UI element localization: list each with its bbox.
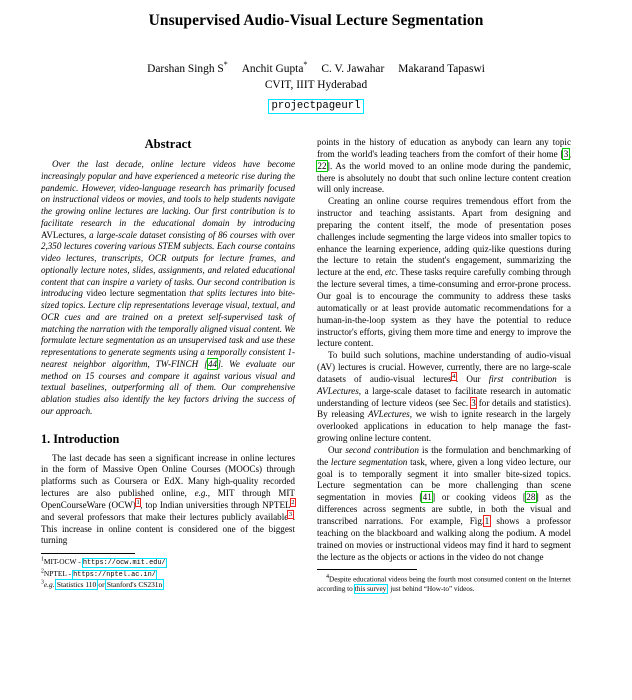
footnote-2: $^2$NPTEL - https://nptel.ac.in/: [41, 568, 156, 579]
right-paragraph-4: Our second contribution is the formulation and benchmarking of the lecture segmentation task, where, given a long video lecture, our goal is to temporally segment it into smaller bite-sized topics. Lecture segmentation can be more challenging than scene segmentation in movies [41] or cooking videos [28] as the differences across segments are subtle, in both the visual and transcribed narrations. For example, Fig.1 shows a professor teaching on the blackboard and walking along the podium. A model trained on movies or instructional videos may find it hard to segment the lecture as the objects or actions in the video do not change: [317, 444, 572, 562]
introduction-paragraph-1: The last decade has seen a significant increase in online lectures in the form of Massive Open Online Courses (MOOCs) through platforms such as Coursera or EdX. Many high-quality recorded lectures are also published online, e.g., MIT through MIT OpenCourseWare (OCW)$^1$, top Indian universities through NPTEL$^2$ and several professors that make their lectures publicly available$^3$. This increase in online content is considered one of the biggest turning: [41, 452, 295, 546]
citation-22[interactable]: 22: [317, 160, 327, 171]
right-footnotes: [317, 569, 571, 594]
introduction-heading: 1. Introduction: [41, 431, 120, 446]
page-title: Unsupervised Audio-Visual Lecture Segmentation: [148, 12, 484, 29]
affiliation: CVIT, IIIT Hyderabad: [264, 78, 368, 91]
left-column: [41, 137, 295, 594]
etc-italic: etc: [384, 267, 396, 278]
lecture-segmentation-italic: lecture segmentation: [330, 456, 408, 467]
abstract-task-phrase: video lecture segmentation: [86, 288, 186, 299]
left-footnotes: [41, 553, 295, 591]
citation-44[interactable]: 44: [208, 358, 218, 369]
footnote-3-link-statistics110[interactable]: Statistics 110: [56, 580, 97, 590]
footnote-3: $^3$e.g. Statistics 110 or Stanford's CS231n.: [41, 579, 165, 590]
abstract-dataset-name: AVLectures: [41, 229, 85, 240]
right-paragraph-3: To build such solutions, machine understanding of audio-visual (AV) lectures is crucial. However, currently, there are no large-scale datasets of audio-visual lectures$^4$. Our first contribution is AVLectures, a large-scale dataset to facilitate research in automatic understanding of lecture videos (see Sec. 3 for details and statistics). By releasing AVLectures, we wish to ignite research in the largely overlooked applications in education to help manage the fast-growing online lecture content.: [317, 350, 571, 444]
footnote-separator-left: [41, 553, 135, 554]
second-contribution-italic: second contribution: [345, 444, 419, 455]
body-columns: [0, 137, 632, 594]
author-list: [0, 61, 632, 77]
citation-3[interactable]: 3: [563, 148, 569, 159]
citation-41[interactable]: 41: [422, 492, 432, 503]
abstract-heading: Abstract: [144, 137, 192, 151]
right-paragraph-2: Creating an online course requires tremendous effort from the instructor and teaching assistants. Apart from designing and preparing the content itself, the mode of presentation poses challenges include segmenting the large videos into smaller topics to enhance the learning experience, adding quiz-like questions during the lecture to retain the student's engagement, summarizing the lecture at the end, etc. These tasks require carefully combing through the lecture several times, a time-consuming and error-prone process. Our goal is to encourage the community to address these tasks automatically or at least provide automatic recommendations for a human-in-the-loop system as they have the potential to reduce instructor's efforts, giving them more time and energy to improve the lecture content.: [317, 196, 571, 349]
footnote-4: $^4$Despite educational videos being the fourth most consumed content on the Internet according to this survey, just behind “How-to” videos.: [317, 573, 571, 594]
abstract-text: Over the last decade, online lecture videos have become increasingly popular and have experienced a meteoric rise during the pandemic. However, video-language research has primarily focused on instructional videos or movies, and tools to help students navigate the growing online lectures are lacking. Our first contribution is to facilitate research in the educational domain by introducing AVLectures, a large-scale dataset consisting of 86 courses with over 2,350 lectures covering various STEM subjects. Each course contains video lectures, transcripts, OCR outputs for lecture frames, and optionally lecture notes, slides, assignments, and related educational content that can inspire a variety of tasks. Our second contribution is introducing video lecture segmentation that splits lectures into bite-sized topics. Lecture clip representations leverage visual, textual, and OCR cues and are trained on a pretext self-supervised task of matching the narration with the temporally aligned visual content. We formulate lecture segmentation as an unsupervised task and use these representations to generate segments using a temporally consistent 1-nearest neighbor algorithm, TW-FINCH [44]. We evaluate our method on 15 courses and compare it against various visual and textual baselines, outperforming all of them. Our comprehensive ablation studies also identify the key factors driving the success of our approach.: [41, 159, 295, 416]
footnote-4-link-survey[interactable]: this survey: [354, 585, 387, 594]
author-4: Makarand Tapaswi: [398, 62, 485, 75]
right-column: [317, 137, 571, 594]
section-ref-3[interactable]: 3: [471, 397, 476, 408]
author-2: Anchit Gupta*: [241, 59, 308, 75]
author-1-asterisk: *: [223, 59, 228, 69]
project-url-line: [0, 94, 632, 115]
footnote-1-url[interactable]: https://ocw.mit.edu/: [82, 558, 166, 567]
project-page-url-link[interactable]: projectpageurl: [268, 99, 363, 114]
avlectures-italic-2: AVLectures: [367, 409, 410, 420]
footnote-ref-1[interactable]: 1: [136, 498, 140, 506]
footnote-separator-right: [317, 569, 417, 570]
paper-page: [0, 12, 632, 700]
author-2-asterisk: *: [303, 59, 308, 69]
footnote-2-url[interactable]: https://nptel.ac.in/: [73, 570, 156, 579]
footnote-ref-3[interactable]: 3: [288, 510, 293, 518]
footnote-1: $^1$MIT-OCW - https://ocw.mit.edu/: [41, 556, 166, 567]
footnote-ref-4[interactable]: 4: [452, 372, 456, 380]
eg-italic: e.g.: [194, 488, 208, 499]
footnote-ref-2[interactable]: 2: [291, 498, 295, 506]
citation-28[interactable]: 28: [526, 492, 536, 503]
right-paragraph-1: points in the history of education as anybody can learn any topic from the world's leading teachers from the comfort of their home [3, 22]. As the world moved to an online mode during the pandemic, there is absolutely no doubt that such online lecture content creation will only increase.: [317, 137, 571, 195]
figure-ref-1[interactable]: 1: [484, 516, 490, 526]
avlectures-italic-1: AVLectures: [317, 385, 359, 396]
author-1: Darshan Singh S*: [147, 59, 228, 75]
first-contribution-italic: first contribution: [488, 373, 557, 384]
author-3: C. V. Jawahar: [321, 62, 385, 75]
footnote-3-link-cs231n[interactable]: Stanford's CS231n: [106, 580, 163, 590]
